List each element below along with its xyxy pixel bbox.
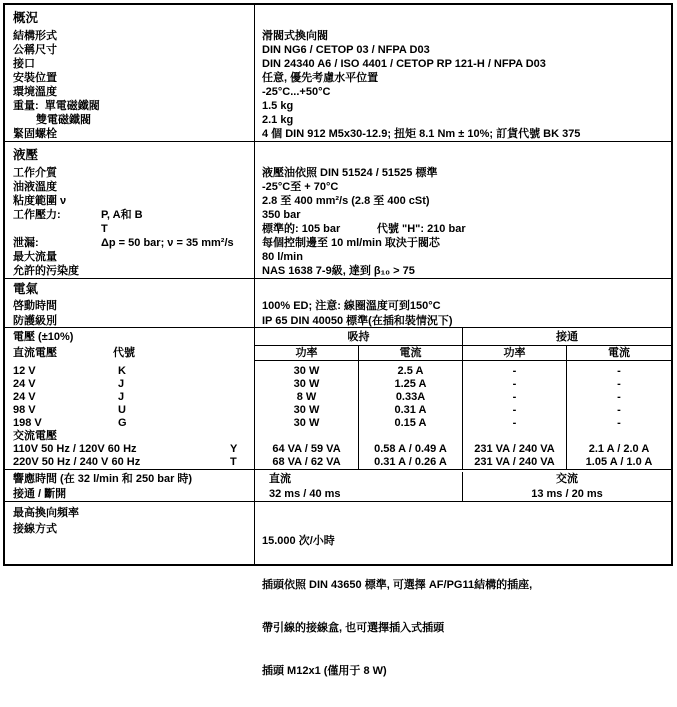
row-label: 啓動時間 xyxy=(13,300,57,312)
max-frequency-value: 15.000 次/小時 xyxy=(262,535,335,547)
row-value: 4 個 DIN 912 M5x30-12.9; 扭矩 8.1 Nm ± 10%; 訂貨代號 BK 375 xyxy=(262,128,581,140)
ac-response-value: 13 ms / 20 ms xyxy=(531,488,603,500)
spec-row xyxy=(5,180,671,194)
on-off-label: 接通 / 斷開 xyxy=(13,488,67,500)
ac-row: 110V 50 Hz / 120V 60 Hz Y 64 VA / 59 VA 0.58 A / 0.49 A 231 VA / 240 VA 2.1 A / 2.0 A xyxy=(13,443,650,455)
row-value: 每個控制邊至 10 ml/min 取決于閥芯 xyxy=(262,237,440,249)
row-value: NAS 1638 7-9級, 達到 β₁₀ > 75 xyxy=(262,265,415,277)
spec-row xyxy=(5,236,671,250)
response-dc-cell xyxy=(255,472,463,501)
voltage-table-subheader-row xyxy=(5,346,671,361)
code-value: J xyxy=(118,378,125,390)
voltage-table xyxy=(5,328,671,470)
row-value: IP 65 DIN 40050 標準(在插和裝情況下) xyxy=(262,315,453,327)
dc-row: 24 V J 8 W 0.33A - - xyxy=(13,391,621,403)
spec-row xyxy=(5,85,671,99)
col-header-power: 功率 xyxy=(255,346,359,361)
spec-row xyxy=(5,194,671,208)
code-value: Y xyxy=(230,443,238,455)
section-title-overview: 概況 xyxy=(13,11,39,25)
row-label: 雙電磁鐵閥 xyxy=(36,114,91,126)
spec-row xyxy=(5,113,671,127)
response-time-labels xyxy=(5,472,255,501)
row-label: 環境溫度 xyxy=(13,86,57,98)
dc-row: 98 V U 30 W 0.31 A - - xyxy=(13,404,621,416)
row-label: 結構形式 xyxy=(13,30,57,42)
bottom-block xyxy=(5,502,671,707)
connection-line: 插頭依照 DIN 43650 標準, 可選擇 AF/PG11結構的插座, xyxy=(262,579,533,591)
ac-voltage-label: 交流電壓 xyxy=(13,430,57,442)
row-label: 油液溫度 xyxy=(13,181,57,193)
row-value: 2.8 至 400 mm²/s (2.8 至 400 cSt) xyxy=(262,195,430,207)
bottom-values xyxy=(255,506,671,707)
spec-row xyxy=(5,299,671,314)
bottom-labels xyxy=(5,506,255,707)
col-header-current: 電流 xyxy=(567,346,671,361)
response-time-label: 響應時間 (在 32 l/min 和 250 bar 時) xyxy=(13,473,193,485)
spec-row xyxy=(5,208,671,222)
max-frequency-label: 最高換向頻率 xyxy=(13,507,79,519)
spec-row xyxy=(5,71,671,85)
response-time-block xyxy=(5,470,671,502)
response-ac-cell xyxy=(463,472,671,501)
dc-header: 直流 xyxy=(269,473,291,485)
col-group-inrush: 接通 xyxy=(463,328,671,346)
dc-voltage-label: 直流電壓 代號 xyxy=(13,347,135,359)
spec-row xyxy=(5,99,671,113)
code-column-label: 代號 xyxy=(113,347,135,359)
spec-row xyxy=(5,250,671,264)
row-label: 安裝位置 xyxy=(13,72,57,84)
row-value: 2.1 kg xyxy=(262,114,294,126)
connection-line: 插頭 M12x1 (僅用于 8 W) xyxy=(262,665,387,677)
code-value: T xyxy=(230,456,237,468)
connection-line: 帶引線的接線盒, 也可選擇插入式插頭 xyxy=(262,622,445,634)
spec-row xyxy=(5,57,671,71)
row-label: 粘度範圍 ν xyxy=(13,195,67,207)
voltage-table-group-header-row xyxy=(5,328,671,346)
spec-row xyxy=(5,222,671,236)
dc-response-value: 32 ms / 40 ms xyxy=(269,488,341,500)
row-label: 允許的污染度 xyxy=(13,265,79,277)
col-header-current: 電流 xyxy=(359,346,463,361)
section-electrical xyxy=(5,279,671,328)
spec-sheet xyxy=(3,3,673,677)
row-value: 100% ED; 注意: 線圈溫度可到150°C xyxy=(262,300,441,312)
row-label: 工作介質 xyxy=(13,167,57,179)
main-column-divider xyxy=(254,5,255,564)
voltage-header-label: 電壓 (±10%) xyxy=(13,331,74,343)
spec-row xyxy=(5,166,671,180)
code-value: U xyxy=(118,404,126,416)
col-group-holding: 吸持 xyxy=(255,328,463,346)
spec-row xyxy=(5,29,671,43)
spec-row xyxy=(5,43,671,57)
row-value: 任意, 優先考慮水平位置 xyxy=(262,72,379,84)
code-value: G xyxy=(118,417,127,429)
row-label xyxy=(5,222,255,236)
dc-row: 198 V G 30 W 0.15 A - - xyxy=(13,417,621,429)
section-hydraulics xyxy=(5,142,671,279)
row-value: 350 bar xyxy=(262,209,301,221)
col-header-power: 功率 xyxy=(463,346,567,361)
row-sublabel: T xyxy=(101,223,108,235)
section-overview xyxy=(5,5,671,142)
row-value: -25°C至 + 70°C xyxy=(262,181,339,193)
row-label: 接口 xyxy=(13,58,35,70)
connection-type-label: 接線方式 xyxy=(13,523,57,535)
row-label: 最大流量 xyxy=(13,251,57,263)
row-label: 緊固螺栓 xyxy=(13,128,57,140)
row-value: 標準的: 105 bar 代號 "H": 210 bar xyxy=(262,223,466,235)
code-value: J xyxy=(118,391,125,403)
spec-row xyxy=(5,314,671,327)
row-label: 泄漏: Δp = 50 bar; ν = 35 mm²/s xyxy=(13,237,234,249)
row-value: DIN 24340 A6 / ISO 4401 / CETOP RP 121-H / NFPA D03 xyxy=(262,58,546,70)
row-value: 液壓油依照 DIN 51524 / 51525 標準 xyxy=(262,167,438,179)
row-value: 滑閥式換向閥 xyxy=(262,30,328,42)
row-value: 1.5 kg xyxy=(262,100,294,112)
row-label: 工作壓力: P, A和 B xyxy=(13,209,143,221)
row-label: 防護級別 xyxy=(13,315,57,327)
row-sublabel: P, A和 B xyxy=(101,209,143,221)
section-title-electrical: 電氣 xyxy=(13,282,39,296)
row-sublabel: Δp = 50 bar; ν = 35 mm²/s xyxy=(101,237,234,249)
ac-header: 交流 xyxy=(556,473,578,485)
spec-row xyxy=(5,127,671,141)
dc-row: 12 V K 30 W 2.5 A - - xyxy=(13,365,621,377)
row-value: DIN NG6 / CETOP 03 / NFPA D03 xyxy=(262,44,430,56)
section-title-hydraulics: 液壓 xyxy=(13,148,39,162)
row-value: 80 l/min xyxy=(262,251,303,263)
ac-voltage-label-row xyxy=(5,430,671,443)
spec-row xyxy=(5,264,671,278)
row-value: -25°C...+50°C xyxy=(262,86,331,98)
ac-row: 220V 50 Hz / 240 V 60 Hz T 68 VA / 62 VA 0.31 A / 0.26 A 231 VA / 240 VA 1.05 A / 1.0 A xyxy=(13,456,653,468)
dc-row: 24 V J 30 W 1.25 A - - xyxy=(13,378,621,390)
code-value: K xyxy=(118,365,126,377)
row-label: 公稱尺寸 xyxy=(13,44,57,56)
row-label: 重量: 單電磁鐵閥 xyxy=(13,100,100,112)
